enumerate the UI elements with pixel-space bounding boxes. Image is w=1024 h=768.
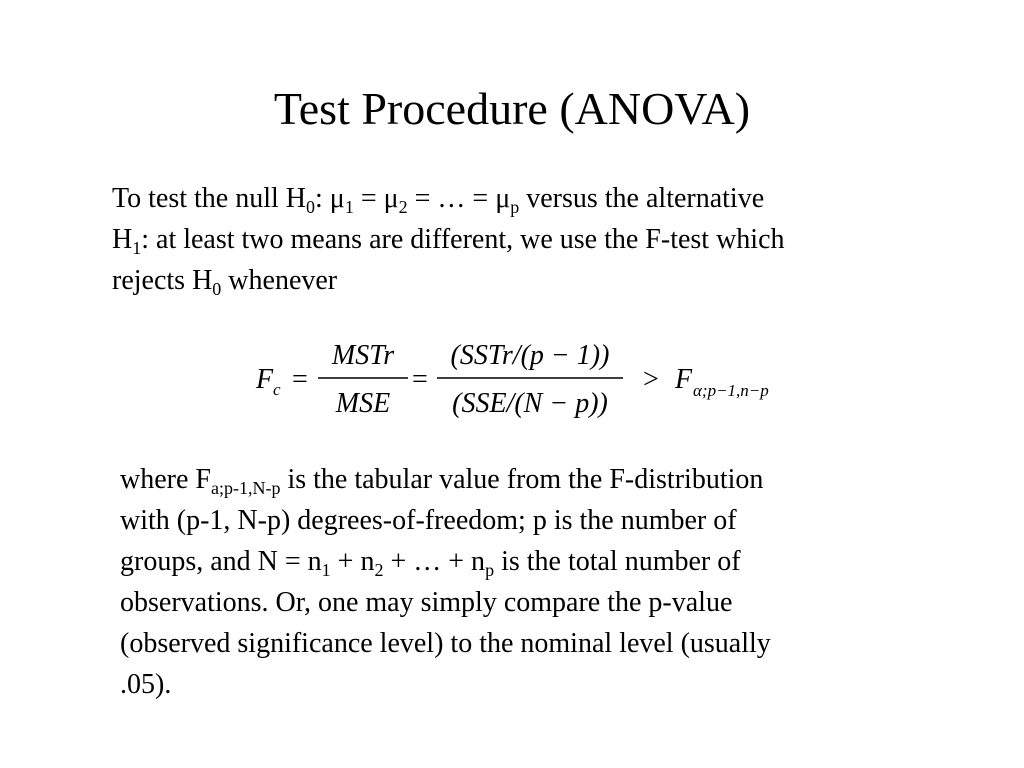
subscript: 1: [132, 238, 142, 258]
text: : μ: [315, 183, 345, 214]
formula-svg: [240, 330, 800, 430]
intro-line-1: [112, 178, 785, 219]
text: = μ: [353, 183, 399, 214]
formula-eq-2: =: [412, 364, 428, 395]
subscript: p: [510, 197, 520, 217]
subscript: p: [485, 560, 495, 580]
subscript: 0: [306, 197, 316, 217]
explanation-line-4: observations. Or, one may simply compare the p-value: [120, 587, 733, 618]
subscript: 1: [321, 560, 331, 580]
formula-eq-1: =: [292, 364, 308, 395]
text: groups, and N = n: [120, 546, 322, 577]
subscript: a;p-1,N-p: [210, 478, 281, 498]
explanation-line-5: (observed significance level) to the nominal level (usually: [120, 628, 771, 659]
formula-lhs-sub: c: [273, 380, 281, 399]
formula-rhs-sub: α;p−1,n−p: [693, 381, 769, 400]
formula-num-2: (SSTr/(p − 1)): [450, 340, 610, 371]
explanation-line-1: [120, 459, 771, 500]
text: where F: [120, 464, 211, 495]
text: H: [112, 224, 133, 255]
formula-num-1: MSTr: [331, 340, 395, 371]
text: + n: [330, 546, 375, 577]
formula-lhs-f: F: [256, 364, 274, 395]
explanation-line-2: with (p-1, N-p) degrees-of-freedom; p is the number of: [120, 505, 737, 536]
text: rejects H: [112, 265, 213, 296]
text: + … + n: [383, 546, 486, 577]
text: whenever: [221, 265, 338, 296]
formula-den-1: MSE: [335, 388, 391, 419]
subscript: 1: [344, 197, 354, 217]
subscript: 2: [398, 197, 408, 217]
text: is the tabular value from the F-distribution: [280, 464, 764, 495]
intro-line-2: [112, 219, 785, 260]
text: To test the null H: [112, 183, 307, 214]
f-test-formula: [240, 330, 800, 430]
formula-gt: >: [643, 364, 659, 395]
explanation-line-6: .05).: [120, 669, 172, 700]
text: = … = μ: [407, 183, 511, 214]
explanation-line-3: [120, 541, 771, 582]
explanation-paragraph: [120, 459, 771, 705]
subscript: 2: [374, 560, 384, 580]
formula-den-2: (SSE/(N − p)): [452, 388, 608, 419]
text: versus the alternative: [519, 183, 765, 214]
intro-line-3: [112, 260, 785, 301]
formula-rhs-f: F: [675, 364, 693, 395]
intro-paragraph: [112, 178, 785, 301]
slide-title: Test Procedure (ANOVA): [273, 83, 751, 134]
subscript: 0: [212, 279, 222, 299]
text: is the total number of: [494, 546, 741, 577]
text: : at least two means are different, we use the F-test which: [141, 224, 785, 255]
